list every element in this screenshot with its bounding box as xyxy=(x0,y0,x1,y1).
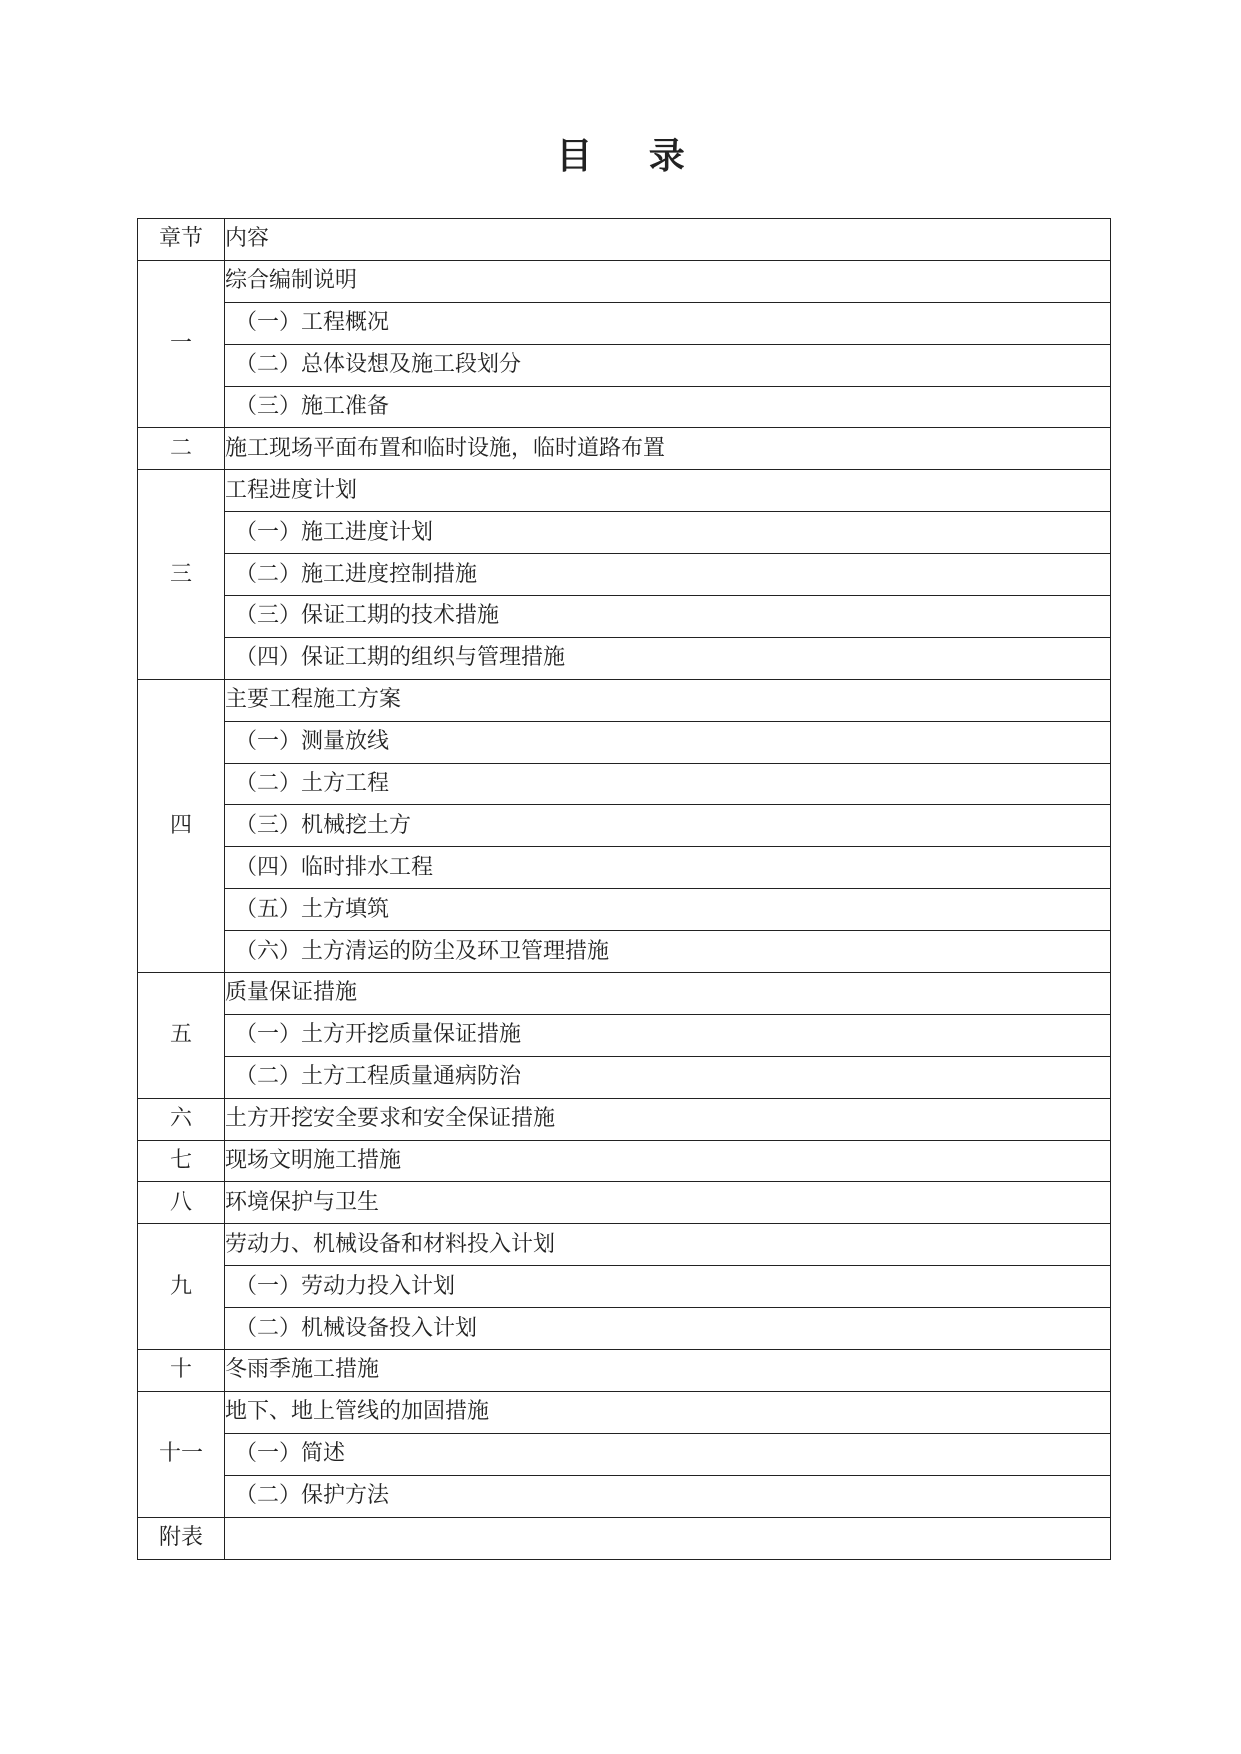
subsection-title: （三）施工准备 xyxy=(225,386,1111,428)
section-title: 综合编制说明 xyxy=(225,260,1111,302)
chapter-number: 七 xyxy=(138,1140,225,1182)
toc-subsection-row xyxy=(138,637,1111,679)
toc-section-row xyxy=(138,1391,1111,1433)
chapter-number: 十一 xyxy=(138,1391,225,1517)
toc-subsection-row xyxy=(138,302,1111,344)
toc-subsection-row xyxy=(138,889,1111,931)
subsection-title: （五）土方填筑 xyxy=(225,889,1111,931)
toc-subsection-row xyxy=(138,763,1111,805)
chapter-number: 三 xyxy=(138,470,225,679)
toc-subsection-row xyxy=(138,512,1111,554)
chapter-number: 四 xyxy=(138,679,225,972)
toc-section-row xyxy=(138,1098,1111,1140)
toc-subsection-row xyxy=(138,805,1111,847)
chapter-number: 八 xyxy=(138,1182,225,1224)
toc-subsection-row xyxy=(138,344,1111,386)
page-title: 目 录 xyxy=(556,136,707,177)
toc-header-row xyxy=(138,219,1111,261)
toc-subsection-row xyxy=(138,1433,1111,1475)
toc-section-row xyxy=(138,1182,1111,1224)
subsection-title: （四）临时排水工程 xyxy=(225,847,1111,889)
section-title xyxy=(225,1517,1111,1559)
toc-table xyxy=(137,218,1111,1560)
subsection-title: （一）工程概况 xyxy=(225,302,1111,344)
subsection-title: （四）保证工期的组织与管理措施 xyxy=(225,637,1111,679)
subsection-title: （一）土方开挖质量保证措施 xyxy=(225,1014,1111,1056)
toc-subsection-row xyxy=(138,386,1111,428)
toc-subsection-row xyxy=(138,554,1111,596)
subsection-title: （二）土方工程质量通病防治 xyxy=(225,1056,1111,1098)
chapter-number: 九 xyxy=(138,1224,225,1350)
toc-subsection-row xyxy=(138,596,1111,638)
subsection-title: （一）简述 xyxy=(225,1433,1111,1475)
toc-section-row xyxy=(138,973,1111,1015)
toc-section-row xyxy=(138,470,1111,512)
toc-subsection-row xyxy=(138,1014,1111,1056)
subsection-title: （一）施工进度计划 xyxy=(225,512,1111,554)
section-title: 质量保证措施 xyxy=(225,973,1111,1015)
subsection-title: （二）总体设想及施工段划分 xyxy=(225,344,1111,386)
section-title: 地下、地上管线的加固措施 xyxy=(225,1391,1111,1433)
subsection-title: （一）劳动力投入计划 xyxy=(225,1266,1111,1308)
section-title: 现场文明施工措施 xyxy=(225,1140,1111,1182)
subsection-title: （二）保护方法 xyxy=(225,1475,1111,1517)
chapter-number: 五 xyxy=(138,973,225,1099)
subsection-title: （六）土方清运的防尘及环卫管理措施 xyxy=(225,931,1111,973)
subsection-title: （三）机械挖土方 xyxy=(225,805,1111,847)
subsection-title: （三）保证工期的技术措施 xyxy=(225,596,1111,638)
toc-section-row xyxy=(138,260,1111,302)
toc-subsection-row xyxy=(138,931,1111,973)
subsection-title: （二）施工进度控制措施 xyxy=(225,554,1111,596)
chapter-number: 十 xyxy=(138,1350,225,1392)
section-title: 工程进度计划 xyxy=(225,470,1111,512)
section-title: 土方开挖安全要求和安全保证措施 xyxy=(225,1098,1111,1140)
section-title: 施工现场平面布置和临时设施，临时道路布置 xyxy=(225,428,1111,470)
toc-subsection-row xyxy=(138,1266,1111,1308)
toc-section-row xyxy=(138,679,1111,721)
subsection-title: （二）机械设备投入计划 xyxy=(225,1308,1111,1350)
subsection-title: （二）土方工程 xyxy=(225,763,1111,805)
toc-section-row xyxy=(138,1350,1111,1392)
subsection-title: （一）测量放线 xyxy=(225,721,1111,763)
section-title: 主要工程施工方案 xyxy=(225,679,1111,721)
header-chapter: 章节 xyxy=(138,219,225,261)
toc-subsection-row xyxy=(138,847,1111,889)
toc-subsection-row xyxy=(138,721,1111,763)
chapter-number: 二 xyxy=(138,428,225,470)
toc-section-row xyxy=(138,1140,1111,1182)
chapter-number: 六 xyxy=(138,1098,225,1140)
toc-body xyxy=(138,219,1111,1560)
section-title: 劳动力、机械设备和材料投入计划 xyxy=(225,1224,1111,1266)
section-title: 环境保护与卫生 xyxy=(225,1182,1111,1224)
chapter-number: 一 xyxy=(138,260,225,428)
toc-section-row xyxy=(138,1224,1111,1266)
toc-subsection-row xyxy=(138,1475,1111,1517)
header-content: 内容 xyxy=(225,219,1111,261)
toc-section-row xyxy=(138,1517,1111,1559)
toc-subsection-row xyxy=(138,1308,1111,1350)
toc-section-row xyxy=(138,428,1111,470)
section-title: 冬雨季施工措施 xyxy=(225,1350,1111,1392)
toc-subsection-row xyxy=(138,1056,1111,1098)
chapter-number: 附表 xyxy=(138,1517,225,1559)
